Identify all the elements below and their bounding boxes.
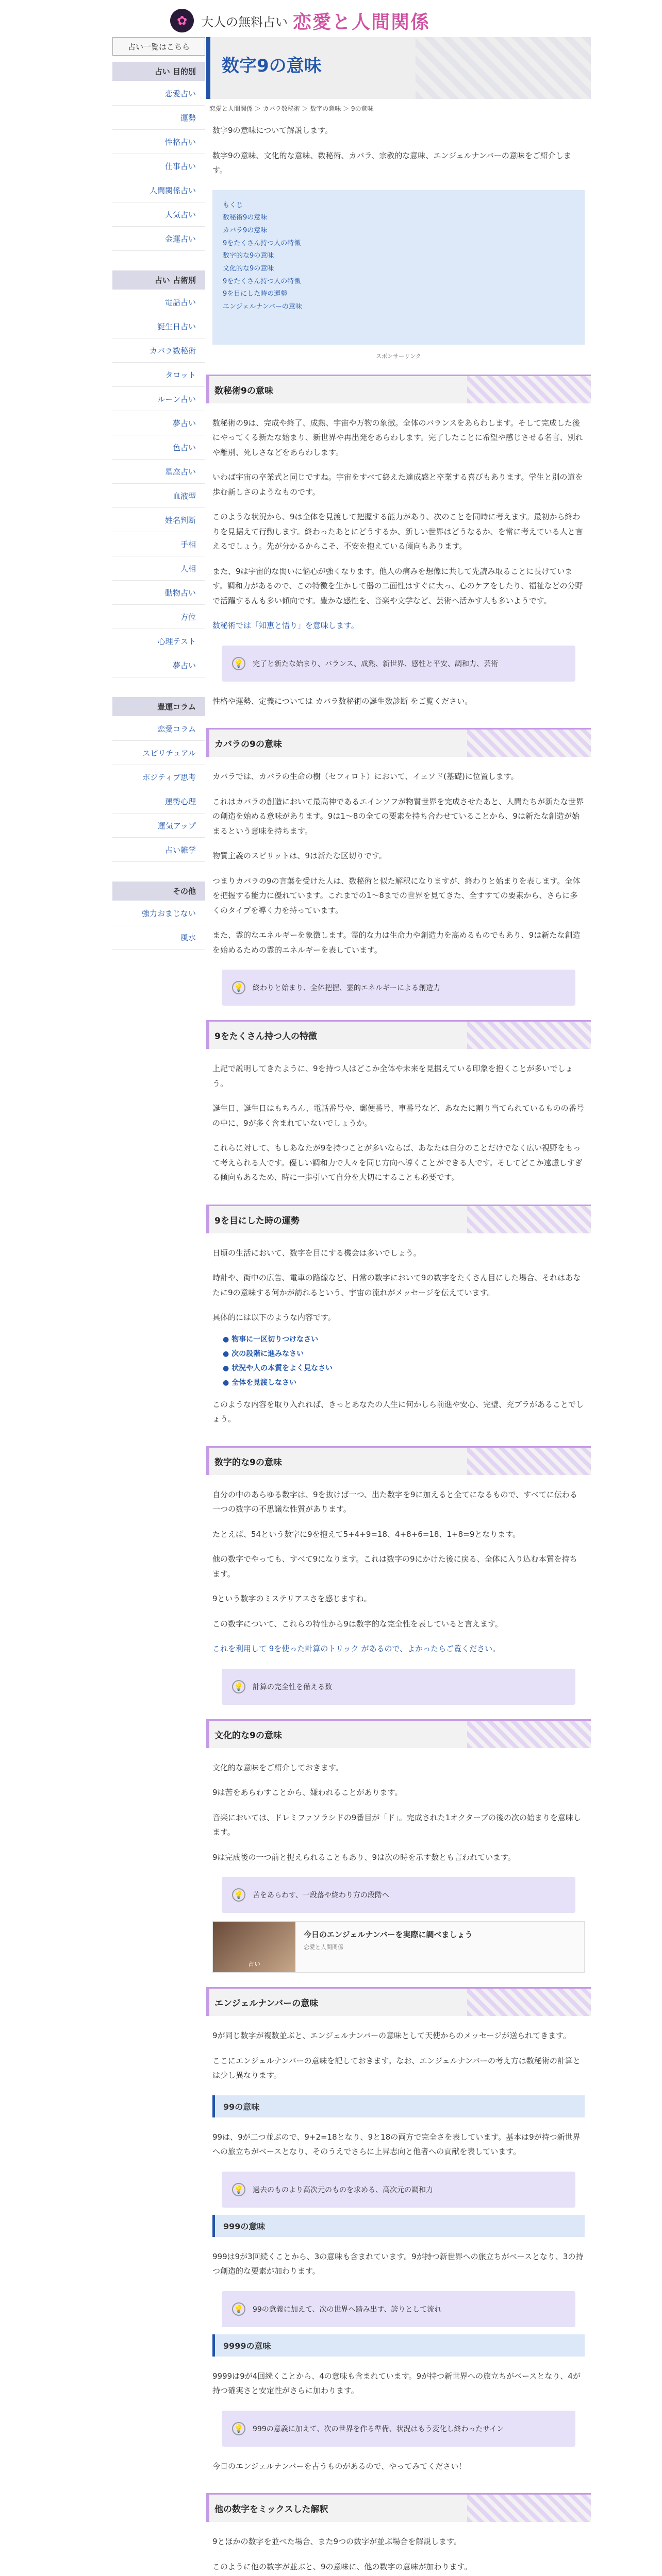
sidebar-item[interactable]: タロット — [112, 363, 205, 387]
sidebar-category: 占い 目的別 — [112, 62, 205, 81]
bullet-item: ● 全体を見渡しなさい — [223, 1378, 297, 1387]
section-heading-text: 数秘術9の意味 — [214, 385, 273, 396]
lightbulb-icon: 💡 — [232, 1888, 245, 1902]
sidebar-item[interactable]: 動物占い — [112, 581, 205, 605]
section-heading-text: 数字的な9の意味 — [214, 1457, 282, 1468]
sidebar-item[interactable]: 電話占い — [112, 290, 205, 314]
sidebar-item[interactable]: 占い雑学 — [112, 838, 205, 862]
card-thumbnail: 占い — [213, 1922, 295, 1972]
sidebar-item[interactable]: 人相 — [112, 556, 205, 581]
paragraph: 数秘術の9は、完成や終了、成熟、宇宙や万物の象徴。全体のバランスをあらわします。そして完成した後にやってくる新たな始まり、新世界や再出発をあらわします。完了したことに希望や感じさせる名言、別れや離別、死しさなどをあらわします。 — [212, 418, 583, 457]
section-heading-text: 9を目にした時の運勢 — [214, 1215, 300, 1226]
heading-bar — [206, 2495, 209, 2522]
paragraph: 9とほかの数字を並べた場合、また9つの数字が並ぶ場合を解説します。 — [212, 2537, 461, 2546]
toc-title: もくじ — [223, 201, 243, 209]
section-heading — [206, 375, 591, 403]
sidebar-item[interactable]: 恋愛コラム — [112, 717, 205, 741]
sidebar-item[interactable]: 恋愛占い — [112, 81, 205, 106]
heading-stripe — [467, 2495, 591, 2522]
sidebar-item[interactable]: 手相 — [112, 532, 205, 556]
sidebar-item[interactable]: スピリチュアル — [112, 741, 205, 765]
paragraph: 文化的な意味をご紹介しておきます。 — [212, 1762, 343, 1772]
logo-small-text[interactable]: 大人の無料占い — [201, 14, 288, 29]
section-heading-text: 文化的な9の意味 — [214, 1730, 282, 1741]
intro-1: 数字9の意味について解説します。 — [212, 126, 333, 135]
heading-bar — [206, 376, 209, 403]
heading-stripe — [467, 1448, 591, 1475]
sidebar-item[interactable]: カバラ数秘術 — [112, 338, 205, 363]
note-text: 99の意義に加えて、次の世界へ踏み出す、誇りとして流れ — [253, 2305, 442, 2314]
logo-icon[interactable]: ✿ — [170, 9, 194, 32]
lightbulb-icon: 💡 — [232, 981, 245, 994]
sponsor-label: スポンサーリンク — [376, 352, 421, 360]
bullet-item: ● 状況や人の本質をよく見なさい — [223, 1364, 333, 1372]
summary-note — [222, 646, 575, 682]
paragraph: 具体的には以下のような内容です。 — [212, 1313, 336, 1322]
sidebar-item[interactable]: 夢占い — [112, 411, 205, 435]
sidebar-category: その他 — [112, 882, 205, 901]
lightbulb-icon: 💡 — [232, 657, 245, 670]
heading-bar — [206, 1448, 209, 1475]
paragraph: 自分の中のあらゆる数字は、9を抜けば一つ、出た数字を9に加えると全てになるもので、すべてに伝わる一つの数字の不思議な性質があります。 — [212, 1489, 577, 1514]
section-heading-text: 9をたくさん持つ人の特徴 — [214, 1031, 317, 1042]
subsection-heading: 99の意味 — [212, 2095, 585, 2117]
sidebar-item[interactable]: 姓名判断 — [112, 508, 205, 532]
summary-note — [222, 2172, 575, 2208]
sidebar-item[interactable]: 誕生日占い — [112, 314, 205, 338]
sidebar-item[interactable]: 運気アップ — [112, 814, 205, 838]
paragraph: このような状況から、9は全体を見渡して把握する能力があり、次のことを同時に考えます。最初から終わりを見据えて行動します。終わったあとにどうするか、新しい世界はどうなるか、を常に考えている人と言えるでしょう。先が分かるからこそ、不安を抱えている傾向もあります。 — [212, 512, 583, 551]
toc-item[interactable]: 9を目にした時の運勢 — [223, 290, 288, 298]
toc-item[interactable]: 文化的な9の意味 — [223, 264, 274, 273]
note-text: 999の意義に加えて、次の世界を作る準備、状況はもう変化し終わったサイン — [253, 2425, 504, 2433]
bullet-item: ● 物事に一区切りつけなさい — [223, 1335, 319, 1344]
section-heading — [206, 1446, 591, 1475]
menu-gap — [112, 251, 205, 270]
toc-item[interactable]: 数字的な9の意味 — [223, 252, 274, 260]
sidebar-item[interactable]: 強力おまじない — [112, 901, 205, 925]
sidebar-item[interactable]: ポジティブ思考 — [112, 765, 205, 789]
paragraph: 上記で説明してきたように、9を持つ人はどこか全体や未来を見据えている印象を抱くことが多いでしょう。 — [212, 1064, 573, 1088]
note-text: 苦をあらわす、一段落や終わり方の段階へ — [253, 1891, 389, 1900]
sidebar-item[interactable]: 人間関係占い — [112, 178, 205, 202]
card-title[interactable]: 今日のエンジェルナンバーを実際に調べましょう — [304, 1930, 473, 1939]
paragraph: ここにエンジェルナンバーの意味を記しておきます。なお、エンジェルナンバーの考え方は数秘術の計算とは少し異なります。 — [212, 2056, 581, 2080]
paragraph: このように他の数字が並ぶと、9の意味に、他の数字の意味が加わります。 — [212, 2562, 472, 2571]
lightbulb-icon: 💡 — [232, 2302, 245, 2316]
heading-stripe — [467, 1206, 591, 1233]
subsection-heading: 999の意味 — [212, 2215, 585, 2237]
bullet-item: ● 次の段階に進みなさい — [223, 1349, 304, 1358]
sidebar-item[interactable]: 心理テスト — [112, 629, 205, 653]
sidebar-category: 豊運コラム — [112, 697, 205, 717]
bullet-list — [206, 1330, 591, 1392]
main-content — [206, 37, 591, 2576]
section-heading-text: エンジェルナンバーの意味 — [214, 1998, 319, 2009]
paragraph: 性格や運勢、定義については カバラ数秘術の誕生数診断 をご覧ください。 — [212, 696, 473, 706]
sidebar — [0, 37, 201, 2576]
heading-bar — [206, 1721, 209, 1748]
heading-stripe — [467, 1721, 591, 1748]
link-paragraph[interactable]: これを利用して 9を使った計算のトリック があるので、よかったらご覧ください。 — [212, 1644, 501, 1653]
sidebar-item[interactable]: 仕事占い — [112, 154, 205, 178]
table-of-contents — [212, 190, 585, 345]
toc-item[interactable]: カバラ9の意味 — [223, 226, 268, 234]
paragraph: 日頃の生活において、数字を目にする機会は多いでしょう。 — [212, 1248, 421, 1258]
lightbulb-icon: 💡 — [232, 2183, 245, 2196]
heading-stripe — [467, 1022, 591, 1049]
sidebar-item[interactable]: 運勢心理 — [112, 789, 205, 814]
paragraph: これはカバラの創造において最高神であるエインソフが物質世界を完成させたあと、人間たちが新たな世界の創造を始める意味があります。9は1〜8の全ての要素を持ち合わせていることから、9は新たな創造が始まるという意味を持ちます。 — [212, 796, 584, 836]
section-heading — [206, 1205, 591, 1233]
menu-gap — [112, 677, 205, 697]
sidebar-item[interactable]: 金運占い — [112, 227, 205, 251]
paragraph: 誕生日、誕生日はもちろん、電話番号や、郵便番号、車番号など、あなたに割り当てられているものの番号の中に、9が多く含まれていないでしょうか。 — [212, 1104, 584, 1128]
summary-note — [222, 1877, 575, 1913]
note-text: 終わりと始まり、全体把握、霊的エネルギーによる創造力 — [253, 984, 440, 992]
sidebar-item[interactable]: ルーン占い — [112, 387, 205, 411]
sidebar-item[interactable]: 風水 — [112, 925, 205, 950]
paragraph: 9が同じ数字が複数並ぶと、エンジェルナンバーの意味として天使からのメッセージが送られてきます。 — [212, 2031, 571, 2040]
breadcrumb[interactable]: 恋愛と人間関係 ＞ カバラ数秘術 ＞ 数字の意味 ＞ 9の意味 — [209, 105, 374, 112]
paragraph: このような内容を取り入れれば、きっとあなたの人生に何かしら前進や安心、完璧、充ブラがあることでしょう。 — [212, 1399, 584, 1423]
subsection-heading: 9999の意味 — [212, 2334, 585, 2357]
page-title-box — [206, 37, 591, 99]
sidebar-item[interactable]: 色占い — [112, 435, 205, 460]
sidebar-item[interactable]: 人気占い — [112, 202, 205, 227]
sidebar-item[interactable]: 性格占い — [112, 130, 205, 154]
sidebar-item[interactable]: 運勢 — [112, 106, 205, 130]
paragraph: カバラでは、カバラの生命の樹（セフィロト）において、イェソド(基礎)に位置します。 — [212, 772, 519, 781]
paragraph: 9は完成後の一つ前と捉えられることもあり、9は次の時を示す数とも言われています。 — [212, 1852, 516, 1862]
paragraph: 9999は9が4回続くことから、4の意味も含まれています。9が持つ新世界への旅立ちがベースとなり、4が持つ確実さと安定性がさらに加わります。 — [212, 2371, 581, 2395]
card-text — [295, 1922, 481, 1972]
heading-stripe — [467, 376, 591, 403]
section-heading — [206, 728, 591, 757]
note-text: 計算の完全性を備える数 — [253, 1683, 332, 1691]
menu-gap — [112, 862, 205, 882]
heading-bar — [206, 1206, 209, 1233]
sidebar-menu — [112, 62, 205, 950]
lightbulb-icon: 💡 — [232, 1680, 245, 1693]
sidebar-item[interactable]: 夢占い — [112, 653, 205, 677]
paragraph: 9は苦をあらわすことから、嫌われることがあります。 — [212, 1788, 403, 1797]
section-heading — [206, 1020, 591, 1049]
toc-item[interactable]: エンジェルナンバーの意味 — [223, 303, 302, 311]
toc-item[interactable]: 9をたくさん持つ人の特徴 — [223, 239, 301, 247]
paragraph: また、9は宇宙的な関いに悩心が強くなります。他人の痛みを想像に共して先読み取ることに長けています。調和力があるので、この特徴を生かして器の二面性はすぐに大っ、心のケアをしたり、福祉などの分野で活躍するんも多い傾向です。豊かな感性を、音楽や文学など、芸術へ活かす人も多いようです。 — [212, 566, 583, 605]
heading-stripe — [467, 730, 591, 757]
card-subtitle: 恋愛と人間関係 — [304, 1944, 343, 1951]
paragraph: いわば宇宙の卒業式と同じですね。宇宙をすべて終えた達成感と卒業する喜びもあります。学生と別の道を歩む新しさのようなものです。 — [212, 472, 583, 497]
heading-stripe — [467, 1989, 591, 2016]
paragraph: 音楽においては、ドレミファソラシドの9番目が「ド」。完成された1オクターブの後の次の始まりを意味します。 — [212, 1812, 581, 1837]
fortune-list-button[interactable]: 占い一覧はこちら — [112, 37, 205, 56]
paragraph: 9という数字のミステリアスさを感じますね。 — [212, 1594, 372, 1603]
page-title: 数字9の意味 — [222, 56, 322, 76]
summary-note — [222, 970, 575, 1006]
sidebar-item[interactable]: 方位 — [112, 605, 205, 629]
section-heading — [206, 1719, 591, 1748]
note-text: 過去のものより高次元のものを求める、高次元の調和力 — [253, 2185, 433, 2194]
summary-note — [222, 2411, 575, 2447]
section-heading-text: 他の数字をミックスした解釈 — [214, 2504, 328, 2515]
paragraph: また、霊的なエネルギーを象徴します。霊的な力は生命力や創造力を高めるものでもあり、9は新たな創造を始めるための霊的エネルギーを表しています。 — [212, 930, 581, 955]
paragraph: 今日のエンジェルナンバーを占うものがあるので、やってみてください！ — [212, 2461, 467, 2471]
paragraph: 他の数字でやっても、すべて9になります。これは数字の9にかけた後に戻る、全体に入り込む本質を持ちます。 — [212, 1554, 577, 1579]
paragraph: この数字について、これらの特性から9は数字的な完全性を表していると言えます。 — [212, 1619, 503, 1629]
paragraph: たとえば、54という数字に9を抱えて5+4+9=18、4+8+6=18、1+8=9となります。 — [212, 1529, 521, 1539]
summary-note — [222, 2291, 575, 2327]
sidebar-category: 占い 占術別 — [112, 270, 205, 290]
section-heading — [206, 2493, 591, 2522]
paragraph: 99は、9が二つ並ぶので、9+2=18となり、9と18の両方で完全さを表しています。基本は9が持つ新世界への旅立ちがベースとなり、そのうえでさらに上昇志向と他者への貢献を表しています。 — [212, 2132, 581, 2156]
paragraph: つまりカバラの9の言葉を受けた人は、数秘術と似た解釈になりますが、終わりと始まりを表します。全体を把握する能力に優れています。これまでの1〜8までの世界を見てきた、全すすての要素から、さらに多くのタイプを導く力を持っています。 — [212, 876, 581, 915]
site-header — [0, 0, 662, 37]
sidebar-item[interactable]: 星座占い — [112, 460, 205, 484]
heading-bar — [206, 1022, 209, 1049]
link-paragraph[interactable]: 数秘術では「知恵と悟り」を意味します。 — [212, 621, 359, 630]
paragraph: これらに対して、もしあなたが9を持つことが多いならば、あなたは自分のことだけでなく広い視野をもって考えられる人です。優しい調和力で人々を同じ方向へ導くことができる人です。そしてどこか遠慮しすぎる傾向もあるため、時に一歩引いて自分を大切にすることも必要です。 — [212, 1143, 583, 1182]
toc-item[interactable]: 9をたくさん持つ人の特徴 — [223, 277, 301, 285]
paragraph: 999は9が3回続くことから、3の意味も含まれています。9が持つ新世界への旅立ちがベースとなり、3の持つ創造的な要素が加わります。 — [212, 2251, 584, 2276]
note-text: 完了と新たな始まり、バランス、成熟、新世界、感性と平安、調和力、芸術 — [253, 659, 498, 668]
toc-item[interactable]: 数秘術9の意味 — [223, 214, 268, 222]
section-heading — [206, 1987, 591, 2016]
heading-bar — [206, 730, 209, 757]
related-article-card[interactable] — [212, 1921, 585, 1973]
logo-text[interactable]: 恋愛と人間関係 — [293, 11, 431, 33]
intro-2: 数字9の意味、文化的な意味、数秘術、カバラ、宗教的な意味、エンジェルナンバーの意味をご紹介します。 — [212, 150, 571, 175]
heading-bar — [206, 1989, 209, 2016]
sidebar-item[interactable]: 血液型 — [112, 484, 205, 508]
paragraph: 時計や、街中の広告、電車の路線など、日常の数字において9の数字をたくさん目にした場合、それはあなたに9の意味する何かが訪れるという、宇宙の流れがメッセージを伝えています。 — [212, 1273, 581, 1297]
paragraph: 物質主義のスピリットは、9は新たな区切りです。 — [212, 851, 387, 860]
lightbulb-icon: 💡 — [232, 2422, 245, 2435]
summary-note — [222, 1669, 575, 1705]
section-heading-text: カバラの9の意味 — [214, 739, 282, 750]
